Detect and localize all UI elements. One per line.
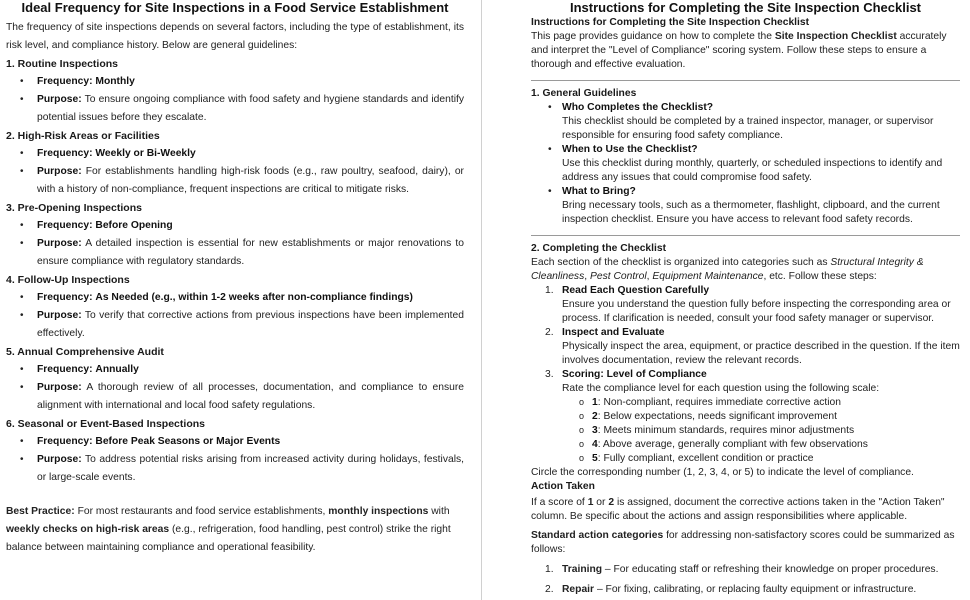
best-practice: Best Practice: For most restaurants and food service establishments, monthly inspections with weekly checks on high-risk areas (e.g., refrigeration, food handling, pest control) strike the right balance between maintaining compliance and operational feasibility. xyxy=(6,506,451,553)
instructions-subheading: Instructions for Completing the Site Inspection Checklist xyxy=(531,17,810,28)
action-category-item: 2. Repair – For fixing, calibrating, or replacing faulty equipment or infrastructure. xyxy=(545,584,917,595)
inspection-section-3 xyxy=(6,199,464,271)
action-category-item: 1. Training – For educating staff or refreshing their knowledge on proper procedures. xyxy=(545,564,939,575)
action-categories-intro: Standard action categories for addressing non-satisfactory scores could be summarized as follows: xyxy=(531,530,955,555)
left-page-title: Ideal Frequency for Site Inspections in a Food Service Establishment xyxy=(21,0,449,15)
scale-item: o 1: Non-compliant, requires immediate corrective action xyxy=(562,396,960,410)
section-divider xyxy=(531,80,960,81)
action-text: If a score of 1 or 2 is assigned, document the corrective actions taken in the "Action Taken" column. Be specific about the actions and assign responsibilities where applicable. xyxy=(531,497,945,522)
guideline-item: • When to Use the Checklist? Use this checklist during monthly, quarterly, or scheduled inspections to identify and address any issues that could compromise food safety. xyxy=(531,143,960,185)
frequency-item: • Frequency: Monthly xyxy=(6,73,464,91)
section-heading: 6. Seasonal or Event-Based Inspections xyxy=(6,418,205,430)
inspection-section-2 xyxy=(6,127,464,199)
section-heading: 2. Completing the Checklist xyxy=(531,243,667,254)
purpose-item: • Purpose: To ensure ongoing compliance with food safety and hygiene standards and identify potential issues before they escalate. xyxy=(6,91,464,127)
right-page xyxy=(481,0,970,600)
section-list xyxy=(6,217,464,271)
circle-note: Circle the corresponding number (1, 2, 3, 4, or 5) to indicate the level of compliance. xyxy=(531,467,914,478)
left-page xyxy=(0,0,470,600)
section-list xyxy=(6,433,464,487)
section-heading: 1. General Guidelines xyxy=(531,88,637,99)
frequency-item: • Frequency: As Needed (e.g., within 1-2 weeks after non-compliance findings) xyxy=(6,289,464,307)
general-guidelines xyxy=(531,87,960,227)
completing-intro: Each section of the checklist is organized into categories such as Structural Integrity & Cleanliness, Pest Control, Equipment Maintenance, etc. Follow these steps: xyxy=(531,257,924,282)
purpose-item: • Purpose: To verify that corrective actions from previous inspections have been implemented effectively. xyxy=(6,307,464,343)
inspection-section-1 xyxy=(6,55,464,127)
section-list xyxy=(6,73,464,127)
step-item: 1. Read Each Question Carefully Ensure you understand the question fully before inspecting the corresponding area or process. If clarification is needed, consult your food safety manager or supervisor. xyxy=(545,285,951,324)
scale-item: o 3: Meets minimum standards, requires minor adjustments xyxy=(562,424,960,438)
frequency-item: • Frequency: Before Opening xyxy=(6,217,464,235)
step-item: 3. Scoring: Level of Compliance Rate the compliance level for each question using the following scale: o 1: Non-compliant, requires immediate corrective action o 2: Below expectations, needs significant improvement o 3: Meets minimum standards, requires minor adjustments o 4: Above average, generally compliant with few observations o 5: Fully compliant, excellent condition or practice xyxy=(531,368,960,466)
section-list xyxy=(6,361,464,415)
scale-item: o 5: Fully compliant, excellent condition or practice xyxy=(562,452,960,466)
left-intro: The frequency of site inspections depends on several factors, including the type of establishment, its risk level, and compliance history. Below are general guidelines: xyxy=(6,22,464,51)
guideline-item: • Who Completes the Checklist? This checklist should be completed by a trained inspector, manager, or supervisor responsible for ensuring food safety compliance. xyxy=(531,101,960,143)
frequency-item: • Frequency: Annually xyxy=(6,361,464,379)
guideline-list xyxy=(531,101,960,227)
completing-checklist xyxy=(531,242,960,480)
frequency-item: • Frequency: Before Peak Seasons or Major Events xyxy=(6,433,464,451)
guideline-item: • What to Bring? Bring necessary tools, such as a thermometer, flashlight, clipboard, and the current inspection checklist. Ensure you have access to relevant food safety records. xyxy=(531,185,960,227)
action-taken xyxy=(531,480,960,597)
section-heading: Action Taken xyxy=(531,481,595,492)
section-heading: 5. Annual Comprehensive Audit xyxy=(6,346,164,358)
purpose-item: • Purpose: To address potential risks arising from increased activity during holidays, festivals, or large-scale events. xyxy=(6,451,464,487)
section-divider xyxy=(531,235,960,236)
inspection-section-4 xyxy=(6,271,464,343)
purpose-item: • Purpose: A detailed inspection is essential for new establishments or major renovations to ensure compliance with regulatory standards. xyxy=(6,235,464,271)
instructions-intro: This page provides guidance on how to complete the Site Inspection Checklist accurately and interpret the "Level of Compliance" scoring system. Follow these steps to ensure a thorough and effective evaluation. xyxy=(531,31,947,70)
section-list xyxy=(6,145,464,199)
step-item: 2. Inspect and Evaluate Physically inspect the area, equipment, or practice described in the question. If the item involves documentation, review the relevant records. xyxy=(545,327,960,366)
section-list xyxy=(6,289,464,343)
steps-list xyxy=(531,284,960,466)
purpose-item: • Purpose: A thorough review of all processes, documentation, and compliance to ensure alignment with international and local food safety regulations. xyxy=(6,379,464,415)
scale-item: o 4: Above average, generally compliant with few observations xyxy=(562,438,960,452)
section-heading: 4. Follow-Up Inspections xyxy=(6,274,130,286)
section-heading: 3. Pre-Opening Inspections xyxy=(6,202,142,214)
inspection-section-6 xyxy=(6,415,464,487)
section-heading: 2. High-Risk Areas or Facilities xyxy=(6,130,160,142)
frequency-item: • Frequency: Weekly or Bi-Weekly xyxy=(6,145,464,163)
scale-item: o 2: Below expectations, needs significant improvement xyxy=(562,410,960,424)
inspection-section-5 xyxy=(6,343,464,415)
section-heading: 1. Routine Inspections xyxy=(6,58,119,70)
action-categories-list xyxy=(531,563,960,597)
compliance-scale xyxy=(562,396,960,466)
right-page-title: Instructions for Completing the Site Inspection Checklist xyxy=(569,0,922,15)
purpose-item: • Purpose: For establishments handling high-risk foods (e.g., raw poultry, seafood, dairy), or with a history of non-compliance, frequent inspections are critical to mitigate risks. xyxy=(6,163,464,199)
